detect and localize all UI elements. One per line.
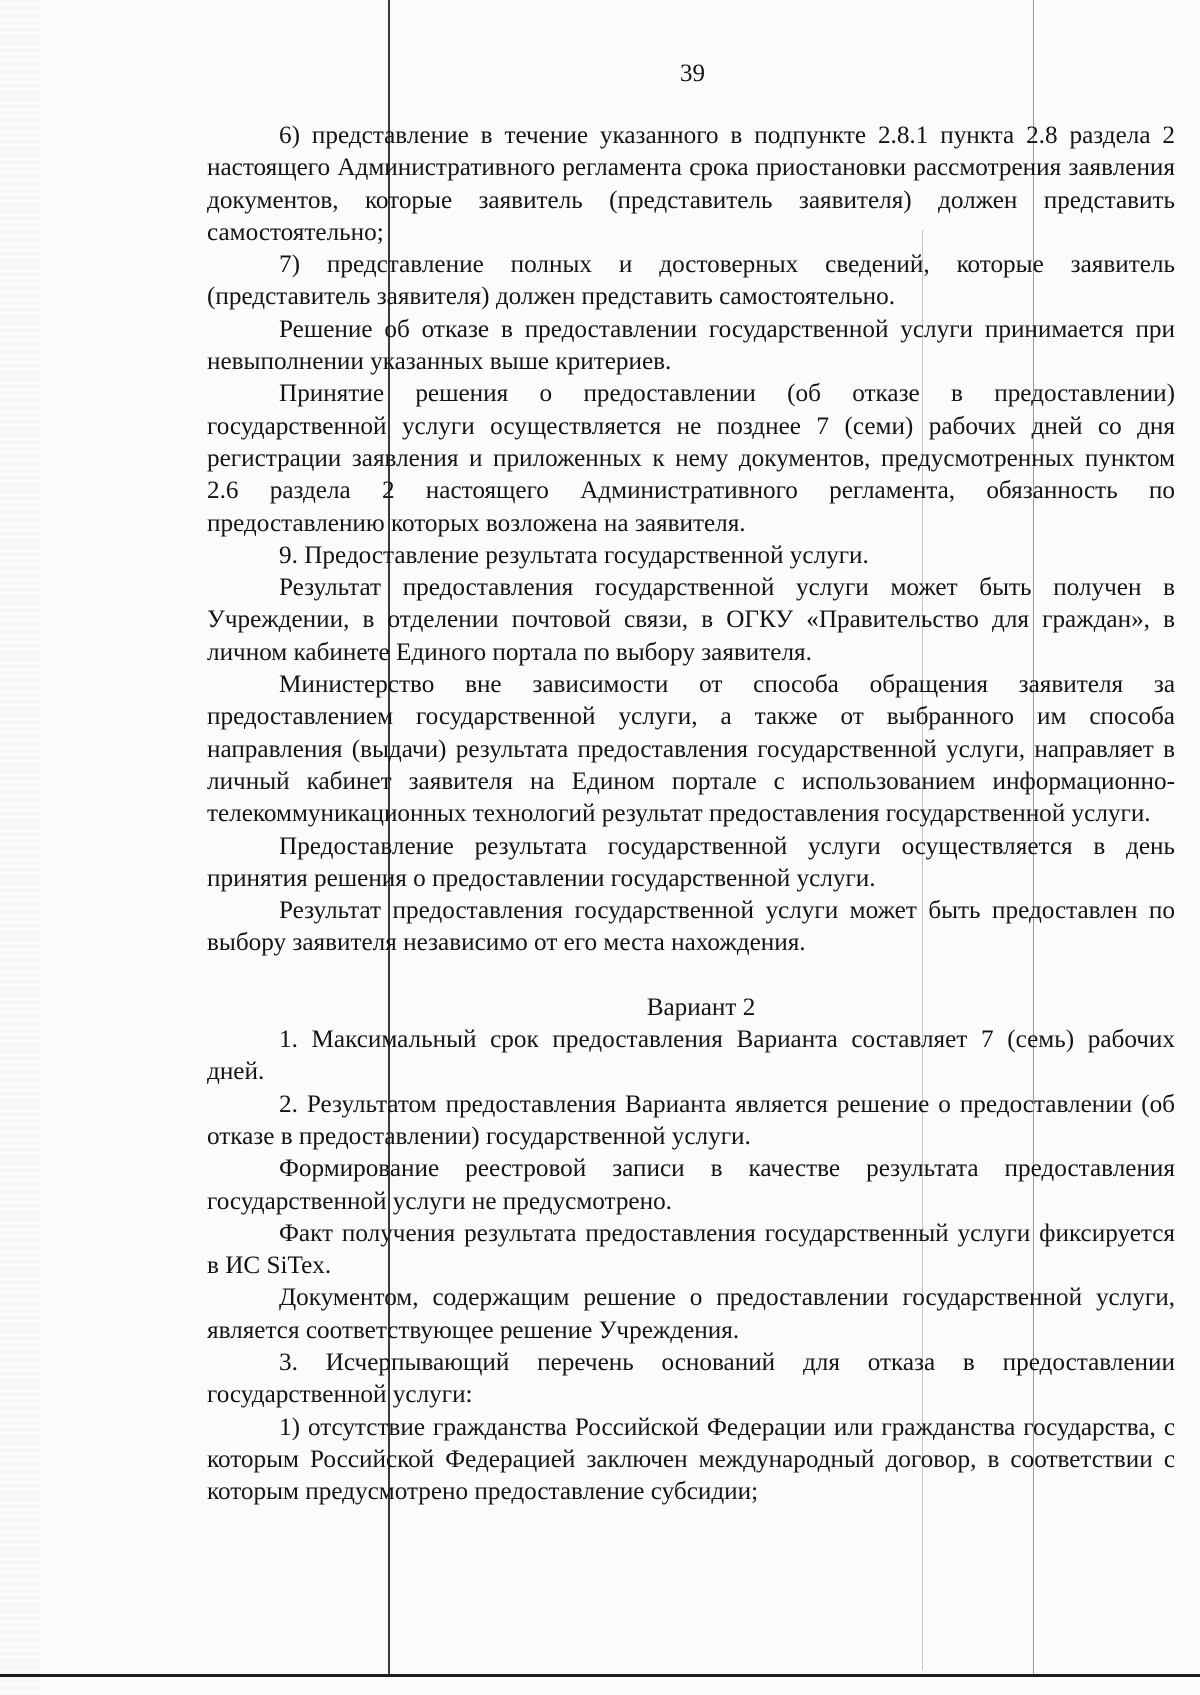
paragraph: Результат предоставления государственной услуги может быть получен в Учреждении, в отделении почтовой связи, в ОГКУ «Правительство для граждан», в личном кабинете Единого портала по выбору заявителя. [207,574,1175,666]
paragraph: Решение об отказе в предоставлении государственной услуги принимается при невыполнении указанных выше критериев. [207,315,1175,376]
paragraph: 1) отсутствие гражданства Российской Федерации или гражданства государства, с которым Российской Федерацией заключен международный договор, в соответствии с которым предусмотрено предоставление субсидии; [207,1413,1175,1506]
paragraph: 7) представление полных и достоверных сведений, которые заявитель (представитель заявителя) должен представить самостоятельно. [207,251,1175,311]
scan-noise-strip [0,0,40,1695]
paragraph: 1. Максимальный срок предоставления Варианта составляет 7 (семь) рабочих дней. [207,1026,1175,1086]
paragraph: Результат предоставления государственной услуги может быть предоставлен по выбору заявителя независимо от его места нахождения. [207,897,1175,957]
document-body [207,120,1175,1508]
paragraph: Министерство вне зависимости от способа обращения заявителя за предоставлением государственной услуги, а также от выбранного им способа направления (выдачи) результата предоставления государственной услуги, направляет в личный кабинет заявителя на Едином портале с использованием информационно-телекоммуникационных технологий результат предоставления государственной услуги. [207,671,1175,828]
paragraph: Документом, содержащим решение о предоставлении государственной услуги, является соответствующее решение Учреждения. [207,1284,1175,1344]
scan-bottom-edge [0,1674,1200,1677]
paragraph: 2. Результатом предоставления Варианта является решение о предоставлении (об отказе в предоставлении) государственной услуги. [207,1090,1175,1150]
section-heading: Вариант 2 [646,993,756,1021]
paragraph: Формирование реестровой записи в качестве результата предоставления государственной услуги не предусмотрено. [207,1155,1175,1215]
paragraph: Факт получения результата предоставления государственный услуги фиксируется в ИС SiTex. [207,1219,1175,1280]
paragraph: 6) представление в течение указанного в подпункте 2.8.1 пункта 2.8 раздела 2 настоящего Административного регламента срока приостановки рассмотрения заявления документов, которые заявитель (представитель заявителя) должен представить самостоятельно; [207,122,1175,246]
paragraph: Принятие решения о предоставлении (об отказе в предоставлении) государственной услуги осуществляется не позднее 7 (семи) рабочих дней со дня регистрации заявления и приложенных к нему документов, предусмотренных пунктом 2.6 раздела 2 настоящего Административного регламента, обязанность по предоставлению которых возложена на заявителя. [207,380,1175,537]
paragraph: 3. Исчерпывающий перечень оснований для отказа в предоставлении государственной услуги: [207,1348,1175,1409]
paragraph: 9. Предоставление результата государственной услуги. [279,541,869,569]
page-number: 39 [680,60,705,87]
paragraph: Предоставление результата государственной услуги осуществляется в день принятия решения о предоставлении государственной услуги. [207,832,1175,892]
